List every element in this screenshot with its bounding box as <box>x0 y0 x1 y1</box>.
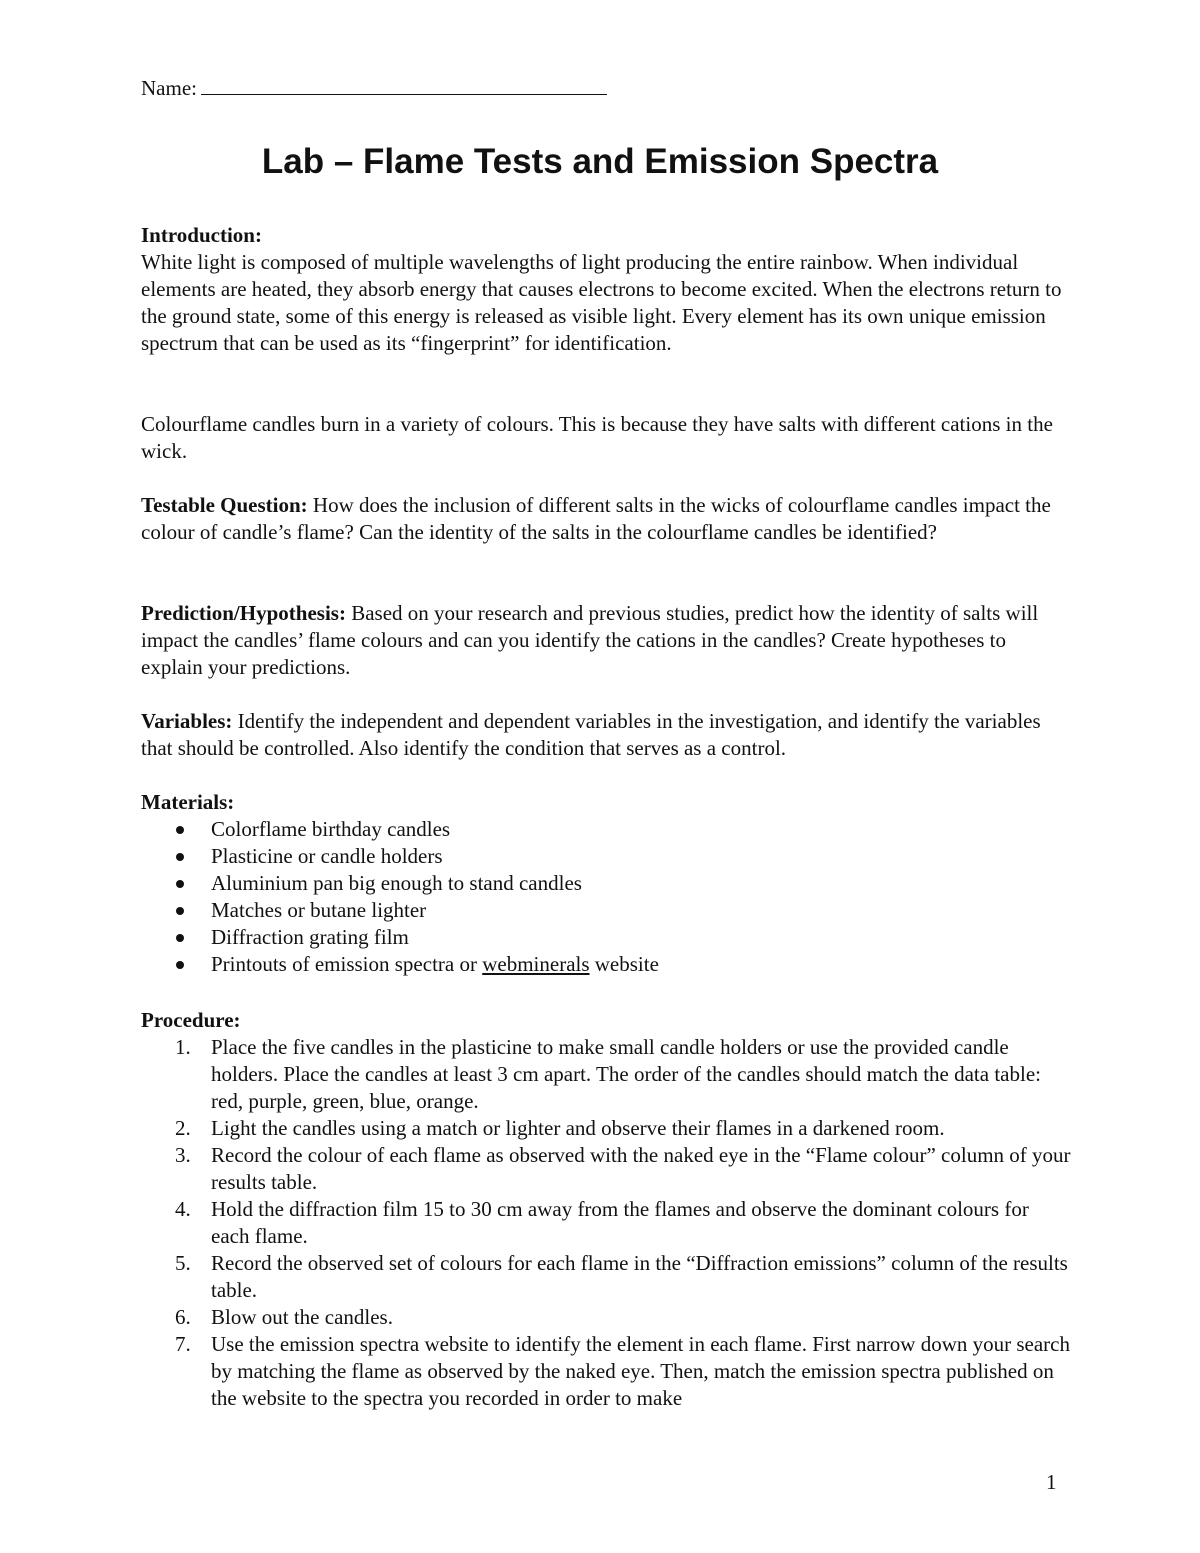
variables-paragraph <box>141 708 1071 762</box>
variables-section <box>141 708 1071 762</box>
step-number: 3. <box>175 1143 191 1167</box>
step-number: 6. <box>175 1305 191 1329</box>
procedure-step <box>141 1304 1071 1331</box>
bullet-icon <box>176 961 184 969</box>
testable-question-heading: Testable Question: <box>141 493 308 517</box>
list-item: Aluminium pan big enough to stand candles <box>141 870 1071 897</box>
step-number: 1. <box>175 1035 191 1059</box>
step-number: 4. <box>175 1197 191 1221</box>
list-item: Colorflame birthday candles <box>141 816 1071 843</box>
step-number: 5. <box>175 1251 191 1275</box>
name-blank-line <box>201 74 607 95</box>
list-item: Printouts of emission spectra or webminerals website <box>141 951 1071 978</box>
name-field <box>141 74 607 102</box>
step-text: Place the five candles in the plasticine to make small candle holders or use the provided candle holders. Place the candles at least 3 cm apart. The order of the candles should match the data table: red, purple, green, blue, orange. <box>211 1035 1041 1113</box>
introduction-paragraph-1: White light is composed of multiple wavelengths of light producing the entire rainbow. When individual elements are heated, they absorb energy that causes electrons to become excited. When the electrons return to the ground state, some of this energy is released as visible light. Every element has its own unique emission spectrum that can be used as its “fingerprint” for identification. <box>141 250 1062 355</box>
introduction-heading: Introduction: <box>141 223 262 247</box>
testable-question-paragraph <box>141 492 1071 546</box>
procedure-step <box>141 1196 1071 1250</box>
introduction-section <box>141 222 1071 357</box>
variables-text: Identify the independent and dependent variables in the investigation, and identify the variables that should be controlled. Also identify the condition that serves as a control. <box>141 709 1041 760</box>
prediction-paragraph <box>141 600 1071 681</box>
introduction-paragraph-2-block <box>141 411 1071 465</box>
procedure-step <box>141 1115 1071 1142</box>
bullet-icon <box>176 907 184 915</box>
procedure-step <box>141 1331 1071 1412</box>
procedure-step <box>141 1250 1071 1304</box>
testable-question-text: How does the inclusion of different salts in the wicks of colourflame candles impact the colour of candle’s flame? Can the identity of the salts in the colourflame candles be identified? <box>141 493 1051 544</box>
procedure-steps <box>141 1034 1071 1412</box>
step-text: Use the emission spectra website to identify the element in each flame. First narrow down your search by matching the flame as observed by the naked eye. Then, match the emission spectra published on the website to the spectra you recorded in order to make <box>211 1332 1070 1410</box>
testable-question-section <box>141 492 1071 546</box>
introduction-paragraph-2: Colourflame candles burn in a variety of colours. This is because they have salts with different cations in the wick. <box>141 412 1053 463</box>
step-text: Light the candles using a match or lighter and observe their flames in a darkened room. <box>211 1116 945 1140</box>
list-item: Plasticine or candle holders <box>141 843 1071 870</box>
procedure-step <box>141 1142 1071 1196</box>
list-item: Matches or butane lighter <box>141 897 1071 924</box>
procedure-step <box>141 1034 1071 1115</box>
procedure-section <box>141 1007 1071 1412</box>
prediction-text: Based on your research and previous studies, predict how the identity of salts will impact the candles’ flame colours and can you identify the cations in the candles? Create hypotheses to explain your predictions. <box>141 601 1039 679</box>
step-text: Blow out the candles. <box>211 1305 393 1329</box>
step-text: Record the observed set of colours for each flame in the “Diffraction emissions” column of the results table. <box>211 1251 1068 1302</box>
step-number: 7. <box>175 1332 191 1356</box>
materials-heading: Materials: <box>141 790 235 814</box>
step-number: 2. <box>175 1116 191 1140</box>
variables-heading: Variables: <box>141 709 233 733</box>
prediction-section <box>141 600 1071 681</box>
page-number: 1 <box>1046 1470 1057 1494</box>
procedure-heading: Procedure: <box>141 1008 241 1032</box>
name-label: Name: <box>141 76 197 100</box>
bullet-icon <box>176 826 184 834</box>
materials-list <box>141 816 1071 978</box>
materials-section <box>141 789 1071 978</box>
bullet-icon <box>176 934 184 942</box>
bullet-icon <box>176 880 184 888</box>
list-item: Diffraction grating film <box>141 924 1071 951</box>
step-text: Hold the diffraction film 15 to 30 cm away from the flames and observe the dominant colours for each flame. <box>211 1197 1029 1248</box>
prediction-heading: Prediction/Hypothesis: <box>141 601 346 625</box>
webminerals-link[interactable]: webminerals <box>482 952 590 976</box>
step-text: Record the colour of each flame as observed with the naked eye in the “Flame colour” column of your results table. <box>211 1143 1071 1194</box>
page-title: Lab – Flame Tests and Emission Spectra <box>261 142 939 181</box>
bullet-icon <box>176 853 184 861</box>
